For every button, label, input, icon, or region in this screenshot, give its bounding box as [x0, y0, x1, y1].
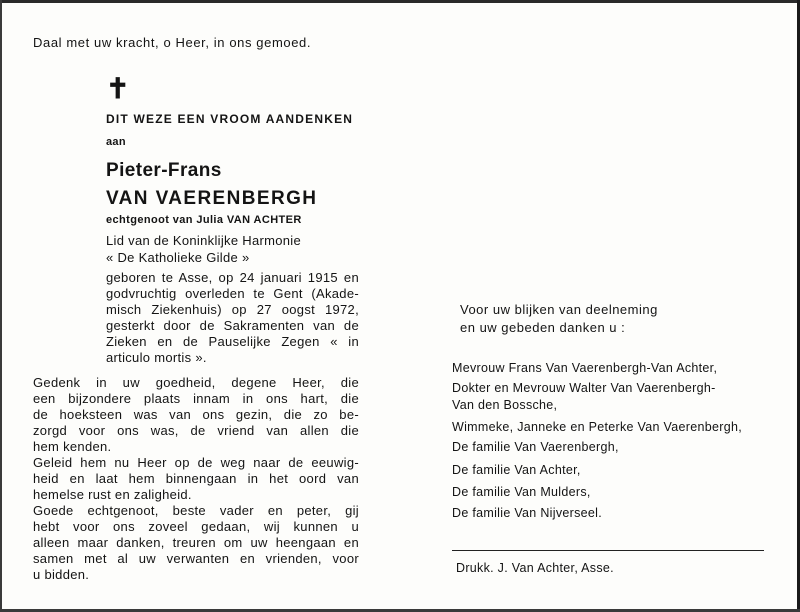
biography-line: misch Ziekenhuis) op 27 oogst 1972,: [106, 302, 359, 317]
prayer-line: Goede echtgenoot, beste vader en peter, gij: [33, 503, 359, 518]
surname: VAN VAERENBERGH: [106, 188, 318, 209]
family-line: De familie Van Mulders,: [452, 485, 591, 499]
cross-icon: ✝: [106, 73, 130, 104]
family-line: Dokter en Mevrouw Walter Van Vaerenbergh-: [452, 381, 716, 395]
biography-line: geboren te Asse, op 24 januari 1915 en: [106, 270, 359, 285]
card-edge-top: [0, 0, 800, 3]
prayer-line: u bidden.: [33, 567, 90, 582]
biography-line: articulo mortis ».: [106, 350, 207, 365]
spouse-line: echtgenoot van Julia VAN ACHTER: [106, 214, 302, 226]
family-line: De familie Van Achter,: [452, 463, 581, 477]
biography-line: Zieken en de Pauselijke Zegen « in: [106, 334, 359, 349]
family-line: De familie Van Nijverseel.: [452, 506, 602, 520]
divider: [452, 550, 764, 551]
card-edge-left: [0, 0, 2, 612]
thanks-intro: Voor uw blijken van deelneming: [460, 302, 658, 317]
first-names: Pieter-Frans: [106, 160, 222, 181]
membership-line: « De Katholieke Gilde »: [106, 250, 250, 265]
family-line: Wimmeke, Janneke en Peterke Van Vaerenbergh,: [452, 420, 742, 434]
motto: Daal met uw kracht, o Heer, in ons gemoed.: [33, 35, 312, 50]
printer-credit: Drukk. J. Van Achter, Asse.: [456, 561, 614, 575]
prayer-line: hemelse rust en zaligheid.: [33, 487, 192, 502]
thanks-intro: en uw gebeden danken u :: [460, 320, 626, 335]
prayer-line: hem kenden.: [33, 439, 112, 454]
family-line: Van den Bossche,: [452, 398, 558, 412]
prayer-line: zorgd voor ons was, de vriend van allen die: [33, 423, 359, 438]
prayer-line: alleen maar danken, treuren om uw heengaan en: [33, 535, 359, 550]
heading: DIT WEZE EEN VROOM AANDENKEN: [106, 112, 354, 126]
membership-line: Lid van de Koninklijke Harmonie: [106, 233, 302, 248]
family-line: De familie Van Vaerenbergh,: [452, 440, 619, 454]
prayer-line: Gedenk in uw goedheid, degene Heer, die: [33, 375, 359, 390]
prayer-line: samen met al uw verwanten en vrienden, voor: [33, 551, 359, 566]
biography-line: gesterkt door de Sakramenten van de: [106, 318, 359, 333]
heading-aan: aan: [106, 136, 126, 148]
prayer-line: een bijzondere plaats innam in ons hart, die: [33, 391, 359, 406]
prayer-line: hebt voor ons zoveel gedaan, wij kunnen u: [33, 519, 359, 534]
prayer-line: Geleid hem nu Heer op de weg naar de eeuwig-: [33, 455, 359, 470]
prayer-line: heid en laat hem binnengaan in het oord van: [33, 471, 359, 486]
family-line: Mevrouw Frans Van Vaerenbergh-Van Achter,: [452, 361, 718, 375]
biography-line: godvruchtig overleden te Gent (Akade-: [106, 286, 359, 301]
prayer-line: de hoeksteen was van ons gezin, die zo be-: [33, 407, 359, 422]
